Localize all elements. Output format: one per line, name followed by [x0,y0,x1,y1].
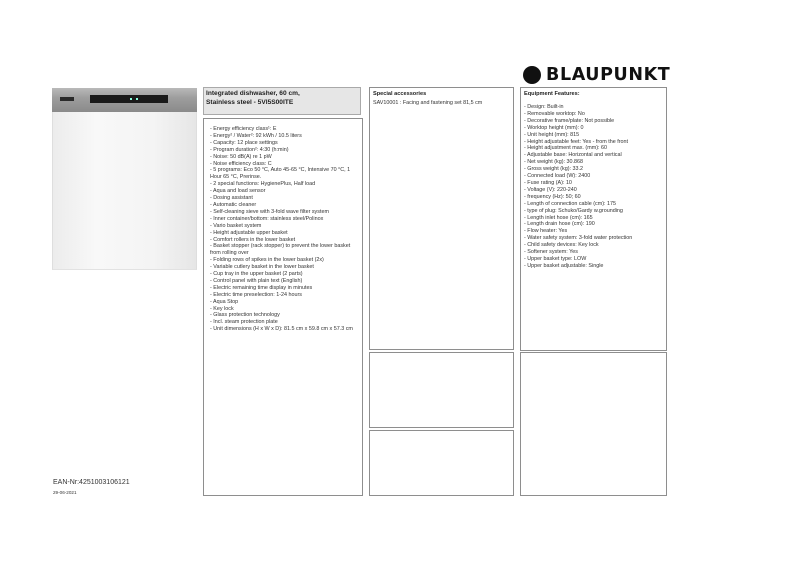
list-item: - Program duration²: 4:30 (h:min) [210,146,289,153]
product-title-line1: Integrated dishwasher, 60 cm, [206,90,300,97]
list-item: - Voltage (V): 220-240 [524,186,577,193]
list-item: - Key lock [210,305,234,312]
list-item: - Basket stopper (rack stopper) to prevent the lower basket from rolling over [210,243,351,257]
list-item: - Comfort rollers in the lower basket [210,236,296,243]
list-item: - frequency (Hz): 50; 60 [524,193,581,200]
display-panel [90,95,168,103]
list-item: - Worktop height (mm): 0 [524,124,584,131]
document-date: 29-06-2021 [53,490,77,495]
product-image [52,88,197,270]
equipment-heading: Equipment Features: [524,91,580,97]
features-box [203,118,363,496]
product-title [203,87,361,115]
list-item: - Unit dimensions (H x W x D): 81.5 cm x 59.8 cm x 57.3 cm [210,326,353,333]
list-item: - type of plug: Schuko/Gardy w.grounding [524,207,623,214]
empty-box [369,352,514,428]
list-item: - Adjustable base: Horizontal and vertical [524,152,622,159]
list-item: - Cup tray in the upper basket (2 parts) [210,271,303,278]
list-item: - Incl. steam protection plate [210,319,278,326]
list-item: - Unit height (mm): 815 [524,131,580,138]
empty-box [520,352,667,496]
list-item: - Variable cutlery basket in the lower basket [210,264,314,271]
features-list [210,126,360,333]
list-item: - Water safety system: 3-fold water protection [524,235,633,242]
list-item: - Electric time preselection: 1-24 hours [210,291,302,298]
list-item: - Height adjustable feet: Yes - from the front [524,138,628,145]
list-item: - Vario basket system [210,222,262,229]
list-item: - Aqua Stop [210,298,239,305]
list-item: - Length inlet hose (cm): 165 [524,214,593,221]
list-item: - Length of connection cable (cm): 175 [524,200,616,207]
list-item: - Automatic cleaner [210,201,257,208]
control-panel [52,88,197,112]
equipment-box [520,87,667,351]
display-indicator [130,98,132,100]
list-item: - Height adjustment max. (mm): 60 [524,145,607,152]
list-item: - Aqua and load sensor [210,188,266,195]
list-item: - Upper basket adjustable: Single [524,262,604,269]
list-item: - Gross weight (kg): 33.2 [524,166,584,173]
list-item: - Fuse rating (A): 10 [524,179,572,186]
accessories-text: SAV10001 : Facing and fastening set 81,5 cm [373,100,483,106]
list-item: - Connected load (W): 2400 [524,173,591,180]
list-item: - Energy² / Water²: 92 kWh / 10.5 liters [210,132,302,139]
logo-dot-icon [523,66,541,84]
list-item: - Self-cleaning sieve with 3-fold wave filter system [210,208,329,215]
list-item: - Length drain hose (cm): 190 [524,221,595,228]
brand-name: BLAUPUNKT [546,65,671,85]
list-item: - Energy efficiency class¹: E [210,126,277,132]
list-item: - Decorative frame/plate: Not possible [524,117,615,124]
accessories-box [369,87,514,350]
list-item: - Capacity: 12 place settings [210,139,278,146]
list-item: - Child safety devices: Key lock [524,242,599,249]
list-item: - Upper basket type: LOW [524,255,587,262]
empty-box [369,430,514,496]
equipment-list [524,104,666,270]
list-item: - Noise efficiency class: C [210,160,272,167]
list-item: - Inner container/bottom: stainless steel/Polinox [210,215,324,222]
list-item: - Folding rows of spikes in the lower basket (2x) [210,257,324,264]
list-item: - Height adjustable upper basket [210,229,288,236]
ean-number: EAN-Nr:4251003106121 [53,479,130,486]
list-item: - Glass protection technology [210,312,280,319]
display-indicator [136,98,138,100]
list-item: - Removable worktop: No [524,110,585,117]
power-button-graphic [60,97,74,101]
list-item: - Electric remaining time display in minutes [210,284,313,291]
brand-logo [523,64,670,86]
product-title-line2: Stainless steel - 5VI5S00ITE [206,98,294,106]
dishwasher-door [52,112,197,270]
list-item: - Softener system: Yes [524,249,578,256]
list-item: - 2 special functions: HygienePlus, Half load [210,181,316,188]
list-item: - Noise: 50 dB(A) re 1 pW [210,153,272,160]
accessories-heading: Special accessories [373,91,427,97]
list-item: - Design: Built-in [524,104,564,110]
list-item: - Net weight (kg): 30.868 [524,159,584,166]
list-item: - Flow heater: Yes [524,228,568,235]
list-item: - 5 programs: Eco 50 °C, Auto 45-65 °C, Intensive 70 °C, 1 Hour 65 °C, Prerinse. [210,167,351,181]
list-item: - Dosing assistant [210,195,253,202]
list-item: - Control panel with plain text (English) [210,277,303,284]
